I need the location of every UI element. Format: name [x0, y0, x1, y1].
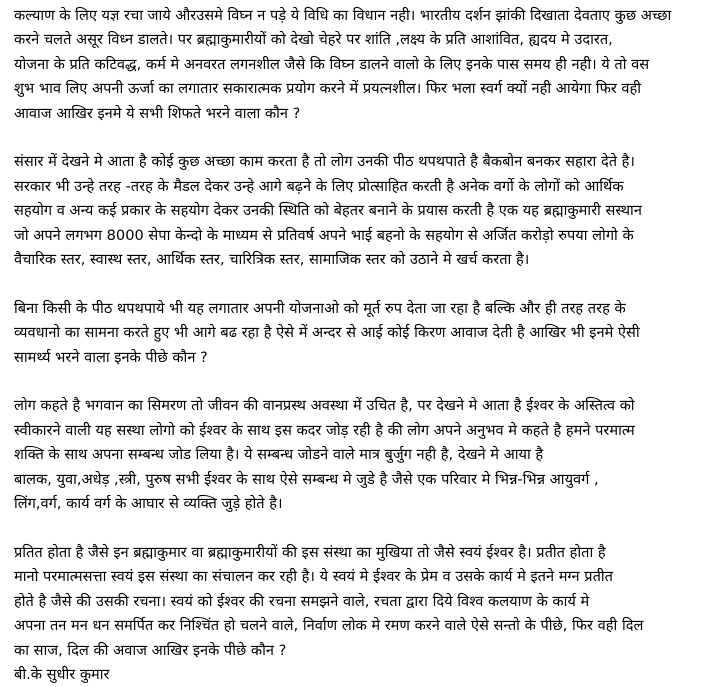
text-line: लिंग,वर्ग, कार्य वर्ग के आघार से व्यक्ति जुड़े होते है।: [14, 495, 283, 513]
paragraph-gap: [14, 516, 704, 540]
text-line: शुभ भाव लिए अपनी ऊर्जा का लगातार सकारात्मक प्रयोग करने में प्रयत्नशील। फिर भला स्वर्ग क्यों नही आयेगा फिर वही: [14, 80, 642, 98]
text-line: करने चलते असूर विध्न डालते। पर ब्रह्माकुमारीयों को देखो चेहरे पर शांति ,लक्ष्य के प्रति आशांवित, ह्यदय मे उदारत,: [14, 31, 613, 49]
text-line: प्रतित होता है जैसे इन ब्रह्माकुमार वा ब्रह्माकुमारीयों की इस संस्था का मुखिया तो जैसे स्वयं ईश्वर है। प्रतीत होता है: [14, 543, 606, 561]
paragraph-gap: [14, 272, 704, 296]
paragraph-5: [14, 541, 704, 663]
text-line: बालक, युवा,अधेड़ ,स्त्री, पुरुष सभी ईश्वर के साथ ऐसे सम्बन्ध मे जुडे है जैसे एक परिवार मे भिन्न-भिन्न आयुवर्ग ,: [14, 470, 599, 488]
text-line: का साज, दिल की अवाज आखिर इनके पीछे कौन ?: [14, 641, 287, 659]
paragraph-1: [14, 4, 704, 126]
text-line: जो अपने लगभग 8000 सेपा केन्दो के माध्यम से प्रतिवर्ष अपने भाई बहनो के सहयोग से अर्जित करोड़ो रुपया लोगो के: [14, 226, 634, 244]
author-signature: बी.के सुधीर कुमार: [14, 665, 110, 683]
text-line: होते है जैसे की उसकी रचना। स्वयं को ईश्वर की रचना समझने वाले, रचता द्वारा दिये विश्व कलयाण के कार्य मे: [14, 592, 590, 610]
text-line: आवाज आखिर इनमे ये सभी शिफते भरने वाला कौन ?: [14, 104, 301, 122]
text-line: कल्याण के लिए यज्ञ रचा जाये औरउसमे विघ्न न पड़े ये विधि का विधान नही। भारतीय दर्शन झांकी दिखाता देवताए कुछ अच्छा: [14, 7, 672, 24]
text-line: शक्ति के साथ अपना सम्बन्ध जोड लिया है। ये सम्बन्ध जोडने वाले मात्र बुर्जुग नही है, देखने मे आया है: [14, 446, 544, 464]
text-line: स्वीकारने वाली यह सस्था लोगो को ईश्वर के साथ इस कदर जोड़ रही है की लोग अपने अनुभव मे कहते है हमने परमात्म: [14, 421, 635, 439]
paragraph-2: [14, 150, 704, 272]
article-body: [14, 4, 704, 687]
paragraph-gap: [14, 126, 704, 150]
paragraph-3: [14, 297, 704, 370]
paragraph-4: [14, 394, 704, 516]
text-line: लोग कहते है भगवान का सिमरण तो जीवन की वानप्रस्थ अवस्था में उचित है, पर देखने मे आता है ईश्वर के अस्तित्व को: [14, 397, 635, 415]
text-line: अपना तन मन धन समर्पित कर निश्चिंत हो चलने वाले, निर्वाण लोक मे रमण करने वाले ऐसे सन्तो के पीछे, फिर वही दिल: [14, 617, 644, 635]
text-line: मानो परमात्मसत्ता स्वयं इस संस्था का संचालन कर रही है। ये स्वयं मे ईश्वर के प्रेम व उसके कार्य मे इतने मग्न प्रतीत: [14, 568, 613, 586]
text-line: व्यवधानो का सामना करते हुए भी आगे बढ रहा है ऐसे में अन्दर से आई कोई किरण आवाज देती है आखिर भी इनमे ऐसी: [14, 324, 640, 342]
text-line: योजना के प्रति कटिवद्ध, कर्म मे अनवरत लगनशील जैसे कि विघ्न डालने वालो के लिए इनके पास समय ही नही। ये तो वस: [14, 55, 650, 73]
paragraph-gap: [14, 370, 704, 394]
text-line: सामर्थ्य भरने वाला इनके पीछे कौन ?: [14, 348, 208, 366]
text-line: संसार में देखने मे आता है कोई कुछ अच्छा काम करता है तो लोग उनकी पीठ थपथपाते है बैकबोन बनकर सहारा देते है।: [14, 153, 635, 171]
text-line: वैचारिक स्तर, स्वास्थ स्तर, आर्थिक स्तर, चारित्रिक स्तर, सामाजिक स्तर को उठाने मे खर्च करता है।: [14, 251, 530, 269]
text-line: सरकार भी उन्हे तरह -तरह के मैडल देकर उन्हे आगे बढ़ने के लिए प्रोत्साहित करती है अनेक वर्गो के लोगों को आर्थिक: [14, 177, 624, 195]
text-line: बिना किसी के पीठ थपथपाये भी यह लगातार अपनी योजनाओ को मूर्त रुप देता जा रहा है बल्कि और ही तरह तरह के: [14, 299, 626, 317]
text-line: सहयोग व अन्य कई प्रकार के सहयोग देकर उनकी स्थिति को बेहतर बनाने के प्रयास करती है एक यह ब्रह्माकुमारी सस्थान: [14, 202, 642, 220]
